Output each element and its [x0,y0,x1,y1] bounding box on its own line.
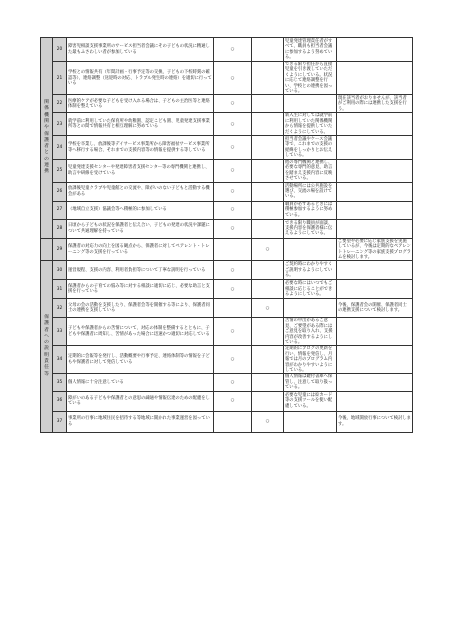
yes-mark: ○ [214,62,252,95]
table-row [41,411,413,432]
item-number: 36 [53,391,67,411]
table-row [41,374,413,391]
table-row [41,113,413,136]
no-mark [252,201,284,219]
no-mark: ○ [252,238,284,261]
table-row [41,346,413,374]
item-text: 放課後児童クラブや児童館との交流や、障がいのない子どもと活動する機会がある [67,182,214,201]
no-mark [252,136,284,160]
item-number: 31 [53,280,67,299]
table-row [41,219,413,238]
status-note: 定期的にブログの更新を行い、情報を発信し、月報では月のプログラム内容がわかりやすいようにしている。 [284,346,337,374]
yes-mark: ○ [214,201,252,219]
item-number: 28 [53,219,67,238]
status-note [284,411,337,432]
no-mark: ○ [252,299,284,318]
improvement-plan [337,113,413,136]
no-mark [252,374,284,391]
yes-mark [214,411,252,432]
no-mark [252,318,284,346]
yes-mark: ○ [214,160,252,183]
no-mark [252,95,284,113]
yes-mark: ○ [214,38,252,62]
no-mark [252,38,284,62]
no-mark [252,261,284,280]
improvement-plan [337,318,413,346]
status-note: 担当者会議やケース会議等で、これまでの支援の経緯をしっかりとお伝えしている。 [284,136,337,160]
no-mark [252,346,284,374]
improvement-plan [337,62,413,95]
item-number: 30 [53,261,67,280]
improvement-plan [337,219,413,238]
item-text: 就学前に利用していた保育所や幼稚園、認定こども園、児童発達支援事業所等との間で情報共有と相互理解に努めている [67,113,214,136]
item-text: 保護者からの子育ての悩み等に対する相談に適切に応じ、必要な助言と支援を行っている [67,280,214,299]
yes-mark [214,299,252,318]
improvement-plan [337,374,413,391]
item-text: 児童発達支援センターや発達障害者支援センター等の専門機関と連携し、助言や研修を受けている [67,160,214,183]
item-number: 34 [53,346,67,374]
improvement-plan: 今後、地域開放行事について検討します。 [337,411,413,432]
status-note: 苦情の申出があるご意見、ご要望がある際にはご意見を取り入れ、支援内容が改善するようにしている。 [284,318,337,346]
evaluation-table [40,37,413,433]
yes-mark [214,238,252,261]
improvement-plan: ご要望や必要に応じ家族支援を実施しているが、今後は定期的なペアレントトレーニング等の家族支援プログラムを検討します。 [338,238,411,260]
improvement-plan: 今後、保護者会の開催、保護者同士の連携支援について検討します。 [337,299,413,318]
item-text: 子どもや保護者からの苦情について、対応の体制を整備するとともに、子どもや保護者に周知し、苦情があった場合に迅速かつ適切に対応している [67,318,214,346]
no-mark: ○ [252,411,284,432]
item-text: 保護者の対応力の向上を図る観点から、保護者に対してペアレント・トレーニング等の支援を行っている [67,238,214,261]
no-mark [252,391,284,411]
status-note: 必要な児童には絵カード等の支援ツールを使い配慮している。 [284,391,337,411]
item-number: 27 [53,201,67,219]
yes-mark: ○ [214,318,252,346]
item-number: 25 [53,160,67,183]
category-label: 保護者への説明責任等 [44,314,49,377]
item-number: 32 [53,299,67,318]
improvement-plan [337,182,413,201]
yes-mark: ○ [214,391,252,411]
item-text: 運営規程、支援の内容、利用者負担等について丁寧な説明を行っている [67,261,214,280]
table-row [41,62,413,95]
no-mark [252,62,284,95]
item-text: 医療的ケアが必要な子どもを受け入れる場合は、子どもの主治医等と連絡体制を整えている [67,95,214,113]
item-number: 20 [53,38,67,62]
table-row [41,261,413,280]
improvement-plan [337,261,413,280]
improvement-plan [337,201,413,219]
improvement-plan [337,136,413,160]
status-note: できる限り担任から直接児童を引き渡していただくようにしている。状況に応じて連絡調整を行い、学校との連携を図っている。 [284,62,337,95]
yes-mark: ○ [214,261,252,280]
status-note: 必要な時にはいつでもご相談に応じることができるようにしている。 [284,280,337,299]
improvement-plan [337,346,413,374]
yes-mark: ○ [214,346,252,374]
item-text: 障がいのある子どもや保護者との意思の疎通や情報伝達のための配慮をしている [67,391,214,411]
status-note: できる限り職員が面談、支援内容を保護者様に伝えるようにしている。 [284,219,337,238]
category-cell [41,261,53,432]
yes-mark: ○ [214,280,252,299]
status-note: ご契約時にわかりやすくご説明するようにしている。 [284,261,337,280]
category-label: 関係機関や保護者との連携 [44,100,49,175]
yes-mark: ○ [214,95,252,113]
status-note [284,95,337,113]
improvement-plan: 現在該当者がおりませんが、該当者がご利用の際には連携した支援を行う。 [337,95,413,113]
table-row [41,299,413,318]
item-number: 29 [53,238,67,261]
yes-mark: ○ [214,136,252,160]
table-row [41,182,413,201]
item-number: 35 [53,374,67,391]
evaluation-table-body [41,38,413,433]
item-number: 24 [53,136,67,160]
item-number: 37 [53,411,67,432]
item-number: 23 [53,113,67,136]
table-row [41,238,413,261]
item-text: 日頃から子どもの状況を保護者と伝え合い、子どもの発達の状況や課題について共通理解を持っている [67,219,214,238]
table-row [41,38,413,62]
no-mark [252,113,284,136]
improvement-plan [337,38,413,62]
item-text: 定期的に会報等を発行し、活動概要や行事予定、連絡体制等の情報を子どもや保護者に対して発信している [67,346,214,374]
status-note: 活動場所には公共施設を選び、交流の場を設けている。 [284,182,337,201]
status-note: 新入生に対しては就学前に利用していた関係機関から情報を提供していただくようにしている。 [284,113,337,136]
yes-mark: ○ [214,113,252,136]
status-note: 他の専門機関と連携し、必要な専門的意見、助言を踏まえ支援内容に反映させている。 [284,160,337,183]
improvement-plan [337,280,413,299]
table-row [41,391,413,411]
item-text: 学校を卒業し、放課後等デイサービス事業所から障害福祉サービス事業所等へ移行する場合、それまでの支援内容等の情報を提供する等している [67,136,214,160]
yes-mark: ○ [214,374,252,391]
item-text: 父母の会の活動を支援したり、保護者会等を開催する等により、保護者同士の連携を支援している [67,299,214,318]
no-mark [252,280,284,299]
item-text: 学校との情報共有（年間計画・行事予定等の交換、子どもの下校時刻の確認等）、連絡調整（送迎時の対応、トラブル発生時の連絡）を適切に行っている [67,62,214,95]
status-note [284,299,337,318]
category-cell-empty [41,238,53,261]
no-mark [252,182,284,201]
item-text: 事業所の行事に地域住民を招待する等地域に開かれた事業運営を図っている [67,411,214,432]
status-note: 児童発達管理責任者がすべて、職員も担当者会議に参加するよう努めている。 [284,38,337,62]
improvement-plan [337,391,413,411]
table-row [41,201,413,219]
yes-mark: ○ [214,182,252,201]
table-row [41,280,413,299]
item-text: （地域自立支援）協議会等へ積極的に参加している [67,201,214,219]
category-cell [41,38,53,239]
status-note: 個人情報は鍵付書庫へ保管し、注意して取り扱っている。 [284,374,337,391]
status-note: 職員が必ずあるときには積極参加するように努めている。 [284,201,337,219]
item-number: 33 [53,318,67,346]
no-mark [252,160,284,183]
improvement-plan [337,160,413,183]
table-row [41,318,413,346]
yes-mark: ○ [214,219,252,238]
table-row [41,136,413,160]
item-number: 22 [53,95,67,113]
item-text: 障害児相談支援事業所のサービス担当者会議にその子どもの状況に精通した最もふさわしい者が参加している [67,38,214,62]
item-text: 個人情報に十分注意している [67,374,214,391]
item-number: 26 [53,182,67,201]
table-row [41,95,413,113]
item-number: 21 [53,62,67,95]
status-note [284,238,337,261]
table-row [41,160,413,183]
no-mark [252,219,284,238]
